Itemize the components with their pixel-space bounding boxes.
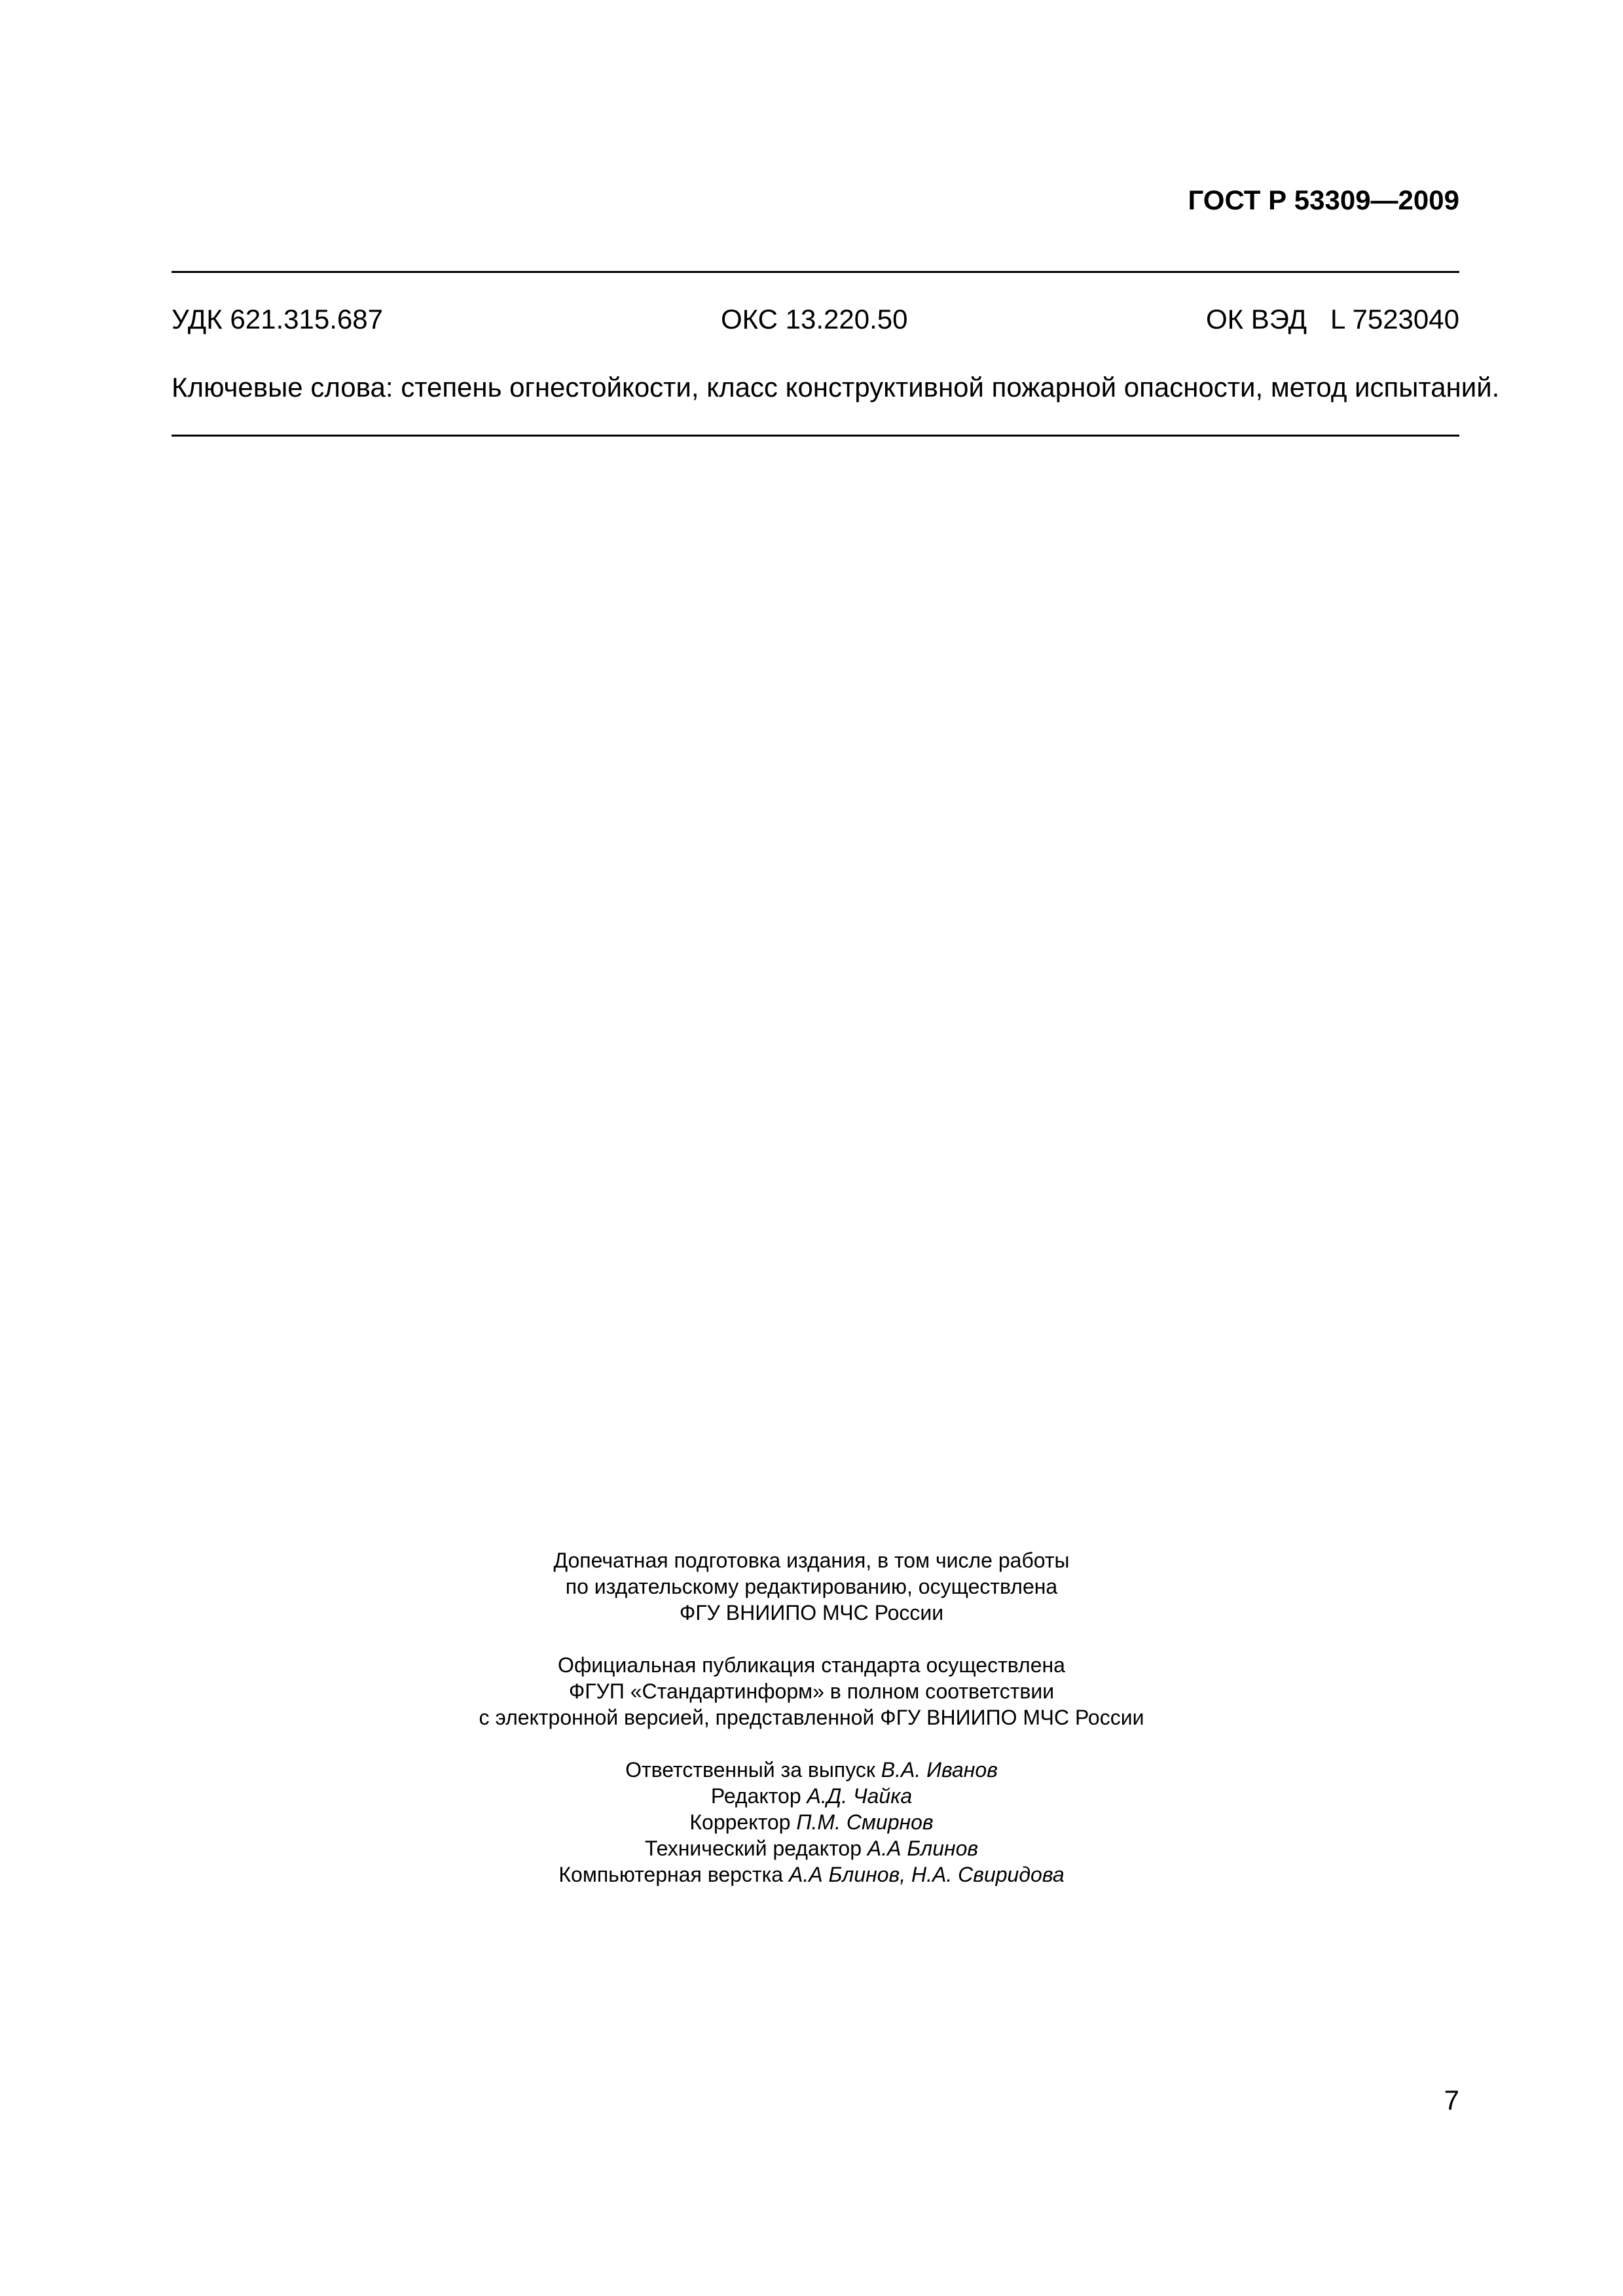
credit-line <box>0 1809 1623 1835</box>
oks-code: ОКС 13.220.50 <box>721 304 908 334</box>
credit-role: Корректор <box>689 1810 791 1834</box>
top-divider <box>172 271 1459 273</box>
imprint-line: ФГУП «Стандартинформ» в полном соответствии <box>568 1679 1055 1703</box>
imprint <box>0 1547 1623 1914</box>
credit-line <box>0 1861 1623 1888</box>
credit-role: Технический редактор <box>644 1837 862 1860</box>
udk-code: УДК 621.315.687 <box>172 304 383 334</box>
credit-name: А.Д. Чайка <box>807 1784 913 1808</box>
keywords-line: Ключевые слова: степень огнестойкости, класс конструктивной пожарной опасности, метод испытаний. <box>172 372 1500 403</box>
credit-name: П.М. Смирнов <box>796 1810 934 1834</box>
classification-row <box>172 304 1459 340</box>
credit-line <box>0 1757 1623 1783</box>
imprint-prepress <box>0 1547 1623 1626</box>
credit-line <box>0 1783 1623 1809</box>
credit-name: В.А. Иванов <box>881 1758 998 1782</box>
okved-label: ОК ВЭД <box>1205 304 1307 334</box>
bottom-divider <box>172 435 1459 437</box>
credit-line <box>0 1835 1623 1861</box>
credit-role: Ответственный за выпуск <box>625 1758 875 1782</box>
imprint-line: Официальная публикация стандарта осуществлена <box>558 1653 1065 1677</box>
credit-role: Компьютерная верстка <box>558 1863 784 1886</box>
credit-name: А.А Блинов <box>867 1837 979 1860</box>
okved-code <box>1206 304 1459 335</box>
imprint-credits <box>0 1757 1623 1888</box>
imprint-line: ФГУ ВНИИПО МЧС России <box>679 1601 944 1624</box>
imprint-line: Допечатная подготовка издания, в том числе работы <box>553 1549 1070 1572</box>
imprint-line: по издательскому редактированию, осуществлена <box>565 1575 1058 1598</box>
imprint-line: с электронной версией, представленной ФГУ ВНИИПО МЧС России <box>479 1706 1144 1729</box>
okved-value: L 7523040 <box>1330 304 1459 334</box>
credit-name: А.А Блинов, Н.А. Свиридова <box>788 1863 1065 1886</box>
document-code: ГОСТ Р 53309—2009 <box>1188 185 1459 215</box>
imprint-publication <box>0 1652 1623 1731</box>
page-number: 7 <box>1444 2085 1459 2115</box>
credit-role: Редактор <box>710 1784 801 1808</box>
